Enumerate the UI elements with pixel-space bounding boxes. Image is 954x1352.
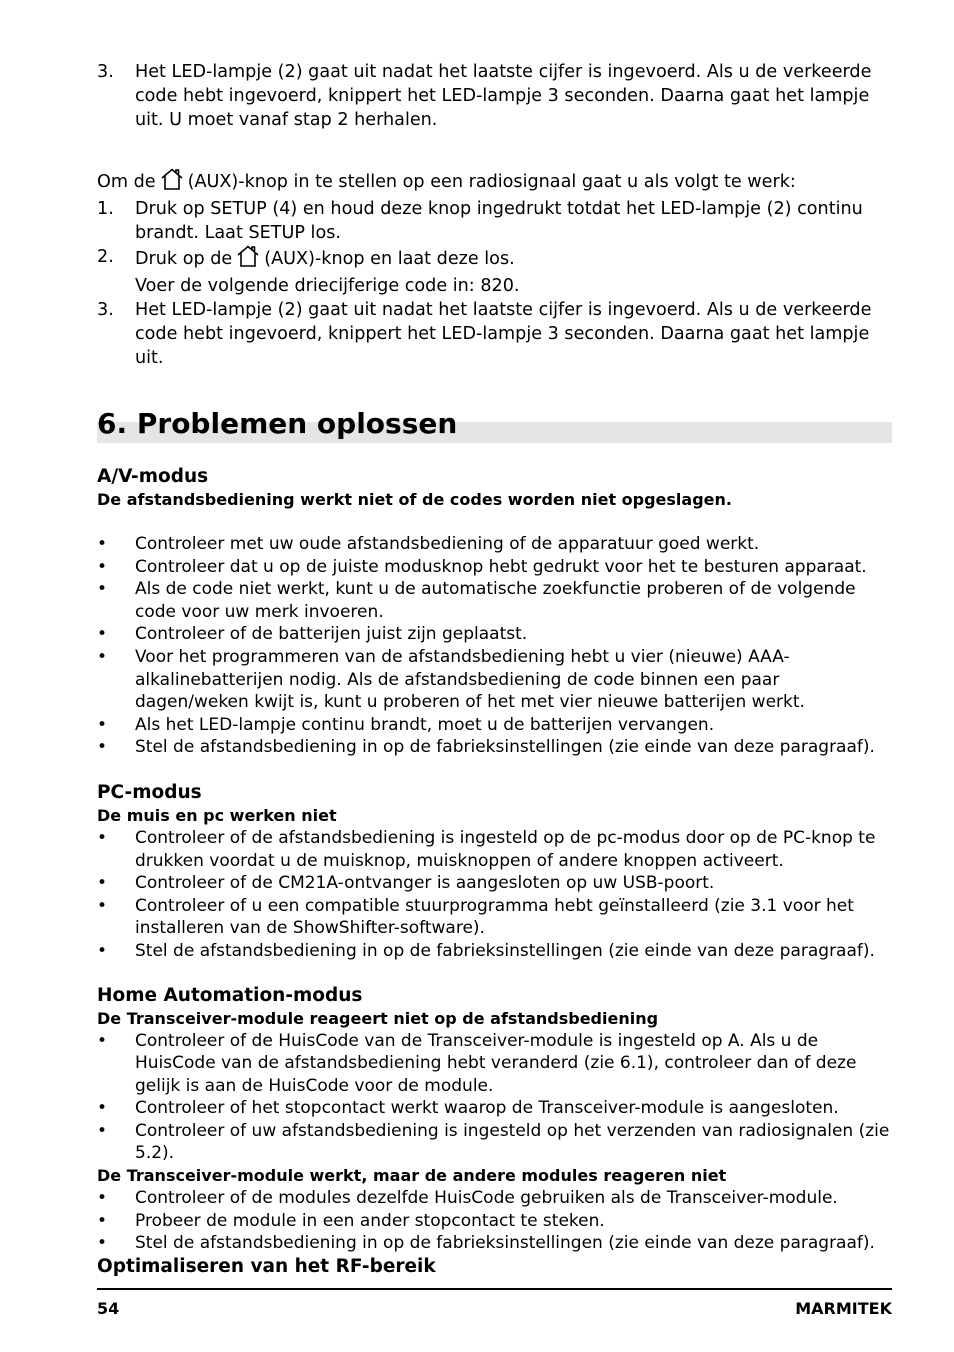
pc-subheading: De muis en pc werken niet bbox=[97, 805, 337, 825]
list-item: • Controleer of uw afstandsbediening is ingesteld op het verzenden van radiosignalen (zie 5.2). bbox=[97, 1120, 890, 1164]
list-item: • Stel de afstandsbediening in op de fabrieksinstellingen (zie einde van deze paragraaf). bbox=[97, 1233, 875, 1254]
home-icon bbox=[236, 245, 260, 274]
aux-step: 1. Druk op SETUP (4) en houd deze knop ingedrukt totdat het LED-lampje (2) continu brandt. Laat SETUP los. bbox=[97, 199, 863, 243]
aux-step: 2. Druk op de (AUX)-knop en laat deze los. Voer de volgende driecijferige code in: 820. bbox=[97, 247, 520, 296]
home-subheading-2: De Transceiver-module werkt, maar de andere modules reageren niet bbox=[97, 1166, 727, 1186]
list-item: • Controleer of u een compatible stuurprogramma hebt geïnstalleerd (zie 3.1 voor het installeren van de ShowShifter-software). bbox=[97, 895, 854, 939]
list-item: • Als het LED-lampje continu brandt, moet u de batterijen vervangen. bbox=[97, 714, 715, 735]
av-heading: A/V-modus bbox=[97, 466, 209, 487]
rf-heading: Optimaliseren van het RF-bereik bbox=[97, 1255, 436, 1277]
list-item: • Stel de afstandsbediening in op de fabrieksinstellingen (zie einde van deze paragraaf). bbox=[97, 940, 875, 961]
list-item: • Controleer of de afstandsbediening is ingesteld op de pc-modus door op de PC-knop te drukken voordat u de muisknop, muisknoppen of andere knoppen activeert. bbox=[97, 827, 876, 871]
list-item: • Als de code niet werkt, kunt u de automatische zoekfunctie proberen of de volgende code voor uw merk invoeren. bbox=[97, 579, 856, 622]
brand-name: MARMITEK bbox=[795, 1299, 892, 1318]
aux-step: 3. Het LED-lampje (2) gaat uit nadat het laatste cijfer is ingevoerd. Als u de verkeerde code hebt ingevoerd, knippert het LED-lampje 3 seconden. Daarna gaat het lampje uit. bbox=[97, 300, 872, 368]
list-item: • Controleer of het stopcontact werkt waarop de Transceiver-module is aangesloten. bbox=[97, 1098, 839, 1119]
page-content bbox=[97, 60, 892, 1279]
list-item: • Controleer of de modules dezelfde HuisCode gebruiken als de Transceiver-module. bbox=[97, 1188, 838, 1209]
pc-list bbox=[97, 827, 892, 963]
av-list bbox=[97, 533, 892, 759]
home-heading: Home Automation-modus bbox=[97, 984, 363, 1006]
footer-divider bbox=[97, 1288, 892, 1290]
home-subheading-1: De Transceiver-module reageert niet op de afstandsbediening bbox=[97, 1008, 659, 1028]
list-item: • Voor het programmeren van de afstandsbediening hebt u vier (nieuwe) AAA-alkalinebatterijen nodig. Als de afstandsbediening de code binnen een paar dagen/weken kwijt is, kunt u proberen of het met vier nieuwe batterijen werkt. bbox=[97, 646, 805, 713]
home-list-2 bbox=[97, 1187, 892, 1255]
section-heading: 6. Problemen oplossen bbox=[97, 404, 892, 444]
page-number: 54 bbox=[97, 1299, 120, 1318]
list-item: • Controleer of de CM21A-ontvanger is aangesloten op uw USB-poort. bbox=[97, 873, 715, 894]
aux-intro: Om de (AUX)-knop in te stellen op een radiosignaal gaat u als volgt te werk: bbox=[97, 168, 892, 197]
list-item: • Controleer dat u op de juiste modusknop hebt gedrukt voor het te besturen apparaat. bbox=[97, 556, 867, 577]
list-item: • Probeer de module in een ander stopcontact te steken. bbox=[97, 1210, 605, 1231]
home-icon bbox=[160, 168, 184, 197]
list-item: • Controleer of de HuisCode van de Transceiver-module is ingesteld op A. Als u de HuisCode van de afstandsbediening hebt veranderd (zie 6.1), controleer dan of deze gelijk is aan de HuisCode voor de module. bbox=[97, 1030, 857, 1096]
list-item: • Controleer of de batterijen juist zijn geplaatst. bbox=[97, 624, 528, 645]
av-subheading: De afstandsbediening werkt niet of de codes worden niet opgeslagen. bbox=[97, 490, 732, 509]
list-item: • Stel de afstandsbediening in op de fabrieksinstellingen (zie einde van deze paragraaf). bbox=[97, 737, 875, 758]
page-footer bbox=[97, 1299, 892, 1318]
intro-step-3: 3. Het LED-lampje (2) gaat uit nadat het laatste cijfer is ingevoerd. Als u de verkeerde code hebt ingevoerd, knippert het LED-lampje 3 seconden. Daarna gaat het lampje uit. U moet vanaf stap 2 herhalen. bbox=[97, 62, 872, 130]
home-list-1 bbox=[97, 1030, 892, 1166]
list-item: • Controleer met uw oude afstandsbediening of de apparatuur goed werkt. bbox=[97, 534, 760, 554]
pc-heading: PC-modus bbox=[97, 781, 202, 803]
